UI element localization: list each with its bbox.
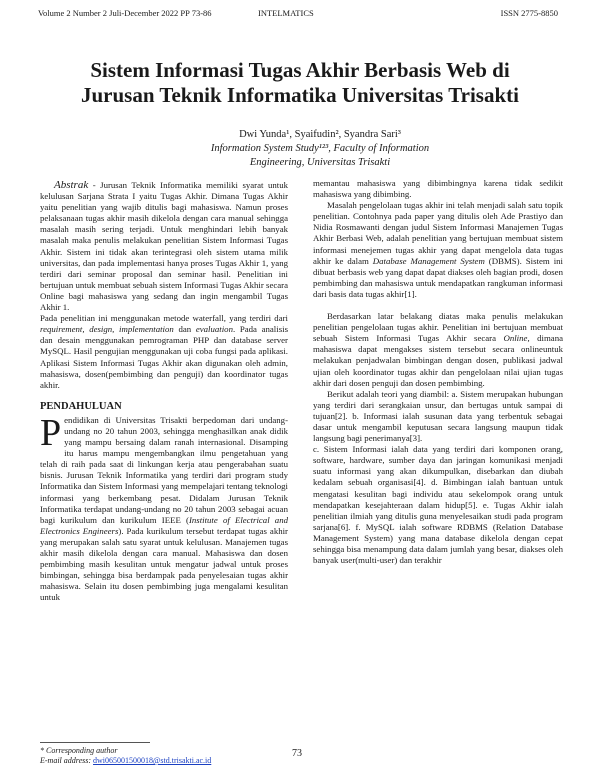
right-paragraph-4: Berikut adalah teori yang diambil: a. Sistem merupakan hubungan yang terdiri dari serangkaian unsur, dan bertugas untuk sampai di tujuan[2]. b. Informasi ialah susunan data yang terbentuk sebagai dasar untuk mengambil keputusan secara langsung maupun tidak langsung bagi penerimanya[3]. <box>313 388 563 444</box>
right-p3-a: Berdasarkan latar belakang diatas maka penulis melakukan penelitian pengelolaan tugas akhir. Penelitian ini bertujuan membuat sebuah Sistem Informasi Tugas Akhir secara <box>313 311 563 344</box>
journal-issn: ISSN 2775-8850 <box>500 8 558 18</box>
author-block <box>100 128 540 170</box>
title-line-1: Sistem Informasi Tugas Akhir Berbasis Web di <box>90 58 510 82</box>
journal-volume: Volume 2 Number 2 Juli-December 2022 PP 73-86 <box>38 8 212 18</box>
right-paragraph-3 <box>313 311 563 389</box>
right-column <box>313 178 563 566</box>
running-header <box>38 8 558 22</box>
right-p2-italic: Database Management System <box>372 255 485 266</box>
abstract-p2-italic: requirement, design, implementation <box>40 324 174 335</box>
abstract-p2-a: Pada penelitian ini menggunakan metode waterfall, yang terdiri dari <box>40 313 288 324</box>
drop-cap: P <box>40 411 62 454</box>
title-line-2: Jurusan Teknik Informatika Universitas Trisakti <box>81 83 519 107</box>
abstract-paragraph-2 <box>40 313 288 391</box>
email-line <box>40 756 211 766</box>
abstract-p2-b: dan <box>173 324 196 335</box>
right-p3-b: , dimana mahasiswa dapat mengakses sistem tersebut secara onlineuntuk melakukan penjadwalan bimbingan dengan dosen, publikasi jadwal ujian oleh koordinator tugas akhir dan pengelolaan nilai ujian tugas akhir dari dosen penguji dan dosen pembimbing. <box>313 333 564 388</box>
paper-title <box>40 58 560 108</box>
journal-name: INTELMATICS <box>258 8 314 18</box>
intro-paragraph <box>40 411 288 604</box>
page-number: 73 <box>292 748 302 759</box>
right-p3-italic: Online <box>503 333 528 344</box>
affiliation-line-1: Information System Study¹²³, Faculty of Information <box>210 143 430 154</box>
intro-text: endidikan di Universitas Trisakti berpedoman dari undang-undang no 20 tahun 2003, sehingga menghasilkan anak didik yang mampu bersaing dalam ranah internasional. Disamping itu harus mampu mengembangkan ilmu pengetahuan yang telah di raih pada saat di linkungan kerja atau pengerabahan suatu bisnis. Jurusan Teknik Informatika yang terdiri dari program study Informatika dan Sistem Informasi yang mempelajari tentang teknologi informasi yang berkembang pesat. Didalam Jurusan Teknik Informatika terdapat undang-undang no 20 tahun 2003 sebagai acuan bagi kurikulum dan kurikulum IEEE ( <box>40 414 288 525</box>
intro-text-2: ). Pada kurikulum tersebut terdapat tugas akhir yang merupakan salah satu syarat untuk kelulusan. Manajemen tugas akhir masih dikelola dengan cara manual. Mahasiswa dan dosen pembimbing masih kesulitan untuk mengatur jadwal untuk proses bimbingan, sehingga bisa berdampak pada penyelesaian tugas akhir mahasiswa. Selain itu dosen pembimbing juga mengalami kesulitan untuk <box>40 525 288 603</box>
footnote-rule <box>40 742 150 743</box>
left-column <box>40 180 288 603</box>
author-names: Dwi Yunda¹, Syaifudin², Syandra Sari³ <box>239 129 401 140</box>
right-paragraph-5: c. Sistem Informasi ialah data yang terdiri dari komponen orang, software, hardware, sumber daya dan jaringan komunikasi menjadi suatu informasi yang akan dikumpulkan, disebarkan dan diubah kedalam sebuah organisasi[4]. d. Bimbingan ialah bantuan untuk mengatasi kesulitan bagi individu atau sekelompok orang untuk mendapatkan kesejahteraan dalam hidup[5]. e. Tugas Akhir ialah penelitian ilmiah yang ditulis guna menyelesaikan studi pada program sarjana[6]. f. MySQL ialah software RDBMS (Relation Database Management System) yang mana database dikelola dengan cepat sehingga bisa menampung data dalam jumlah yang besar, diakses oleh banyak user(multi-user) dan terakhir <box>313 444 563 566</box>
affiliation-line-2: Engineering, Universitas Trisakti <box>249 157 391 168</box>
corresponding-author: * Corresponding author <box>40 746 118 755</box>
abstract-p2-italic2: evaluation <box>195 324 233 335</box>
abstract-p2-c: . Pada analisis dan desain menggunakan pemrograman PHP dan database server MySQL. Hasil pengujian menggunakan uji coba fungsi pada aplikasi. Aplikasi Sistem Informasi Tugas Akhir akan digunakan oleh admin, mahasiswa, dosen(pembimbing dan penguji) dan koordinator tugas akhir. <box>40 324 288 390</box>
abstract-text: - Jurusan Teknik Informatika memiliki syarat untuk kelulusan Sarjana Strata I yaitu Tugas Akhir. Dimana Tugas Akhir yaitu penelitian yang wajib ditulis bagi mahasiswa. Namun proses pelaksanaan tugas akhir masih dikelola dengan cara manual sehingga masalah masih sering terjadi. Untuk menghindari lebih banyak masalah maka penulis melakukan penelitian Sistem Informasi Tugas Akhir. Sistem ini tidak akan terintegrasi oleh sistem utama milik universitas, dan pada implementasi hanya proses Tugas Akhir 1, yang terdiri dari seminar proposal dan seminar hasil. Penelitian ini bertujuan untuk membuat sebuah sistem Informasi Tugas Akhir secara Online bagi mahasiswa yang sedang dan ingin mengambil Tugas Akhir 1. <box>40 180 288 313</box>
right-p2-a: Masalah pengelolaan tugas akhir ini telah menjadi salah satu topik penelitian. Contohnya pada paper yang ditulis oleh Ade Prastiyo dan Nidia Rosmawanti dengan judul Sistem Informasi Manajemen Tugas Akhir Berbasi Web, adalah penelitian yang bertujuan membuat sistem informasi menejemen tugas akhir yang dapat mengelola data tugas akhir ke dalam <box>313 200 563 266</box>
footnote <box>40 746 211 766</box>
email-link[interactable]: dwi065001500018@std.trisakti.ac.id <box>93 756 212 765</box>
section-heading: PENDAHULUAN <box>40 400 122 412</box>
intro-italic: Institute of Electrical and Electronics Engineers <box>40 514 288 536</box>
email-label: E-mail address: <box>40 756 94 765</box>
abstract-label: Abstrak <box>54 179 89 191</box>
right-paragraph-2 <box>313 200 563 300</box>
abstract-paragraph <box>40 180 288 313</box>
right-paragraph-1: memantau mahasiswa yang dibimbingnya karena tidak sedikit mahasiswa yang dibimbing. <box>313 178 563 200</box>
right-p2-b: (DBMS). Sistem ini dibuat berbasis web yang dapat dapat diakses oleh bagian prodi, dosen pembimbing dan mahasiswa untuk mendapatkan rangkuman informasi dari basis data tugas akhir[1]. <box>313 255 563 299</box>
